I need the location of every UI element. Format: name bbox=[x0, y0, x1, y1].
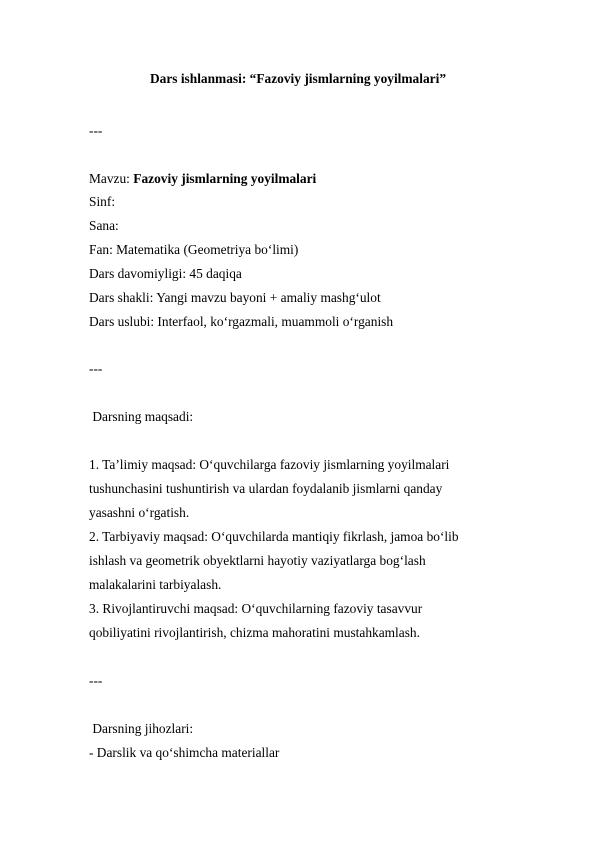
goal-line: yasashni o‘rgatish. bbox=[89, 505, 190, 520]
info-uslubi: Dars uslubi: Interfaol, ko‘rgazmali, muammoli o‘rganish bbox=[89, 314, 394, 329]
info-sana: Sana: bbox=[89, 218, 119, 233]
document-title-text: Dars ishlanmasi: “Fazoviy jismlarning yoyilmalari” bbox=[149, 71, 447, 86]
goal-line: qobiliyatini rivojlantirish, chizma mahoratini mustahkamlash. bbox=[89, 625, 420, 640]
goal-line: ishlash va geometrik obyektlarni hayotiy vaziyatlarga bog‘lash bbox=[89, 553, 426, 568]
separator: --- bbox=[89, 673, 103, 688]
info-mavzu-label: Mavzu: bbox=[89, 171, 134, 186]
info-mavzu bbox=[89, 171, 316, 188]
goal-line: malakalarini tarbiyalash. bbox=[89, 577, 222, 592]
separator: --- bbox=[89, 361, 103, 376]
info-fan: Fan: Matematika (Geometriya bo‘limi) bbox=[89, 242, 299, 257]
goal-line: 2. Tarbiyaviy maqsad: O‘quvchilarda mantiqiy fikrlash, jamoa bo‘lib bbox=[89, 529, 459, 544]
info-shakli: Dars shakli: Yangi mavzu bayoni + amaliy mashg‘ulot bbox=[89, 290, 381, 305]
equipment-item: - Darslik va qo‘shimcha materiallar bbox=[89, 745, 280, 760]
info-mavzu-value: Fazoviy jismlarning yoyilmalari bbox=[133, 171, 317, 186]
document-title bbox=[0, 71, 596, 88]
equipment-heading: Darsning jihozlari: bbox=[89, 721, 194, 736]
goal-line: 3. Rivojlantiruvchi maqsad: O‘quvchilarning fazoviy tasavvur bbox=[89, 601, 423, 616]
separator: --- bbox=[89, 123, 103, 138]
goal-line: tushunchasini tushuntirish va ulardan foydalanib jismlarni qanday bbox=[89, 481, 443, 496]
info-davomiyligi: Dars davomiyligi: 45 daqiqa bbox=[89, 266, 242, 281]
info-sinf: Sinf: bbox=[89, 194, 116, 209]
goal-line: 1. Ta’limiy maqsad: O‘quvchilarga fazoviy jismlarning yoyilmalari bbox=[89, 457, 450, 472]
goals-heading: Darsning maqsadi: bbox=[89, 409, 194, 424]
